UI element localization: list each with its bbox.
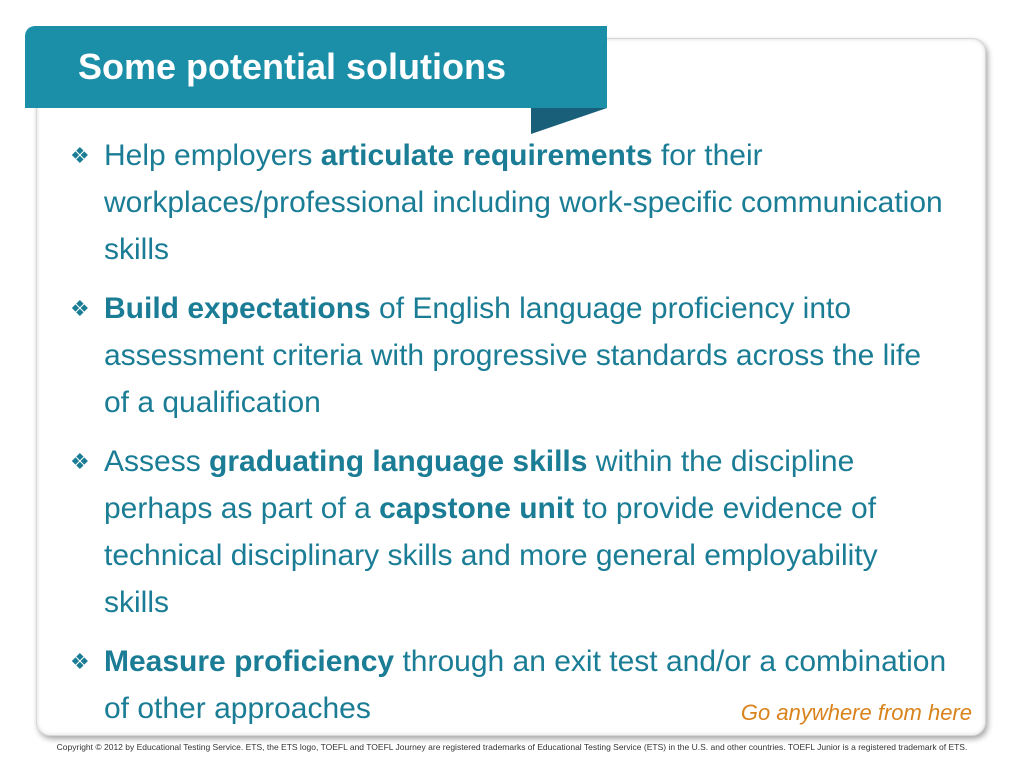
diamond-cluster-icon: ❖ xyxy=(70,296,90,321)
bullet-item xyxy=(70,285,950,426)
bullet-emphasis: graduating language skills xyxy=(209,445,588,478)
diamond-cluster-icon: ❖ xyxy=(70,449,90,474)
slide-title: Some potential solutions xyxy=(78,46,507,87)
bullet-emphasis: articulate requirements xyxy=(320,139,653,172)
bullet-item xyxy=(70,438,950,626)
bullet-text: Build expectations of English language proficiency into assessment criteria with progressive standards across the life of a qualification xyxy=(104,292,922,419)
bullet-text: Measure proficiency through an exit test and/or a combination of other approaches xyxy=(104,645,947,725)
bullet-emphasis: Measure proficiency xyxy=(104,645,395,678)
bullet-item xyxy=(70,132,950,273)
bullet-emphasis: capstone unit xyxy=(379,492,575,525)
bullet-emphasis: Build expectations xyxy=(104,292,371,325)
bullet-list xyxy=(70,132,950,744)
diamond-cluster-icon: ❖ xyxy=(70,649,90,674)
title-banner xyxy=(25,26,607,108)
bullet-text: Assess graduating language skills within the discipline perhaps as part of a capstone unit to provide evidence of technical disciplinary skills and more general employability skills xyxy=(104,445,878,619)
diamond-cluster-icon: ❖ xyxy=(70,143,90,168)
bullet-text: Help employers articulate requirements for their workplaces/professional including work-specific communication skills xyxy=(104,139,943,266)
copyright-notice: Copyright © 2012 by Educational Testing Service. ETS, the ETS logo, TOEFL and TOEFL Journey are registered trademarks of Educational Testing Service (ETS) in the U.S. and other countries. TOEFL Junior is a registered trademark of ETS. xyxy=(56,742,968,752)
ets-tagline: Go anywhere from here xyxy=(740,700,972,725)
title-banner-fold xyxy=(531,108,607,134)
